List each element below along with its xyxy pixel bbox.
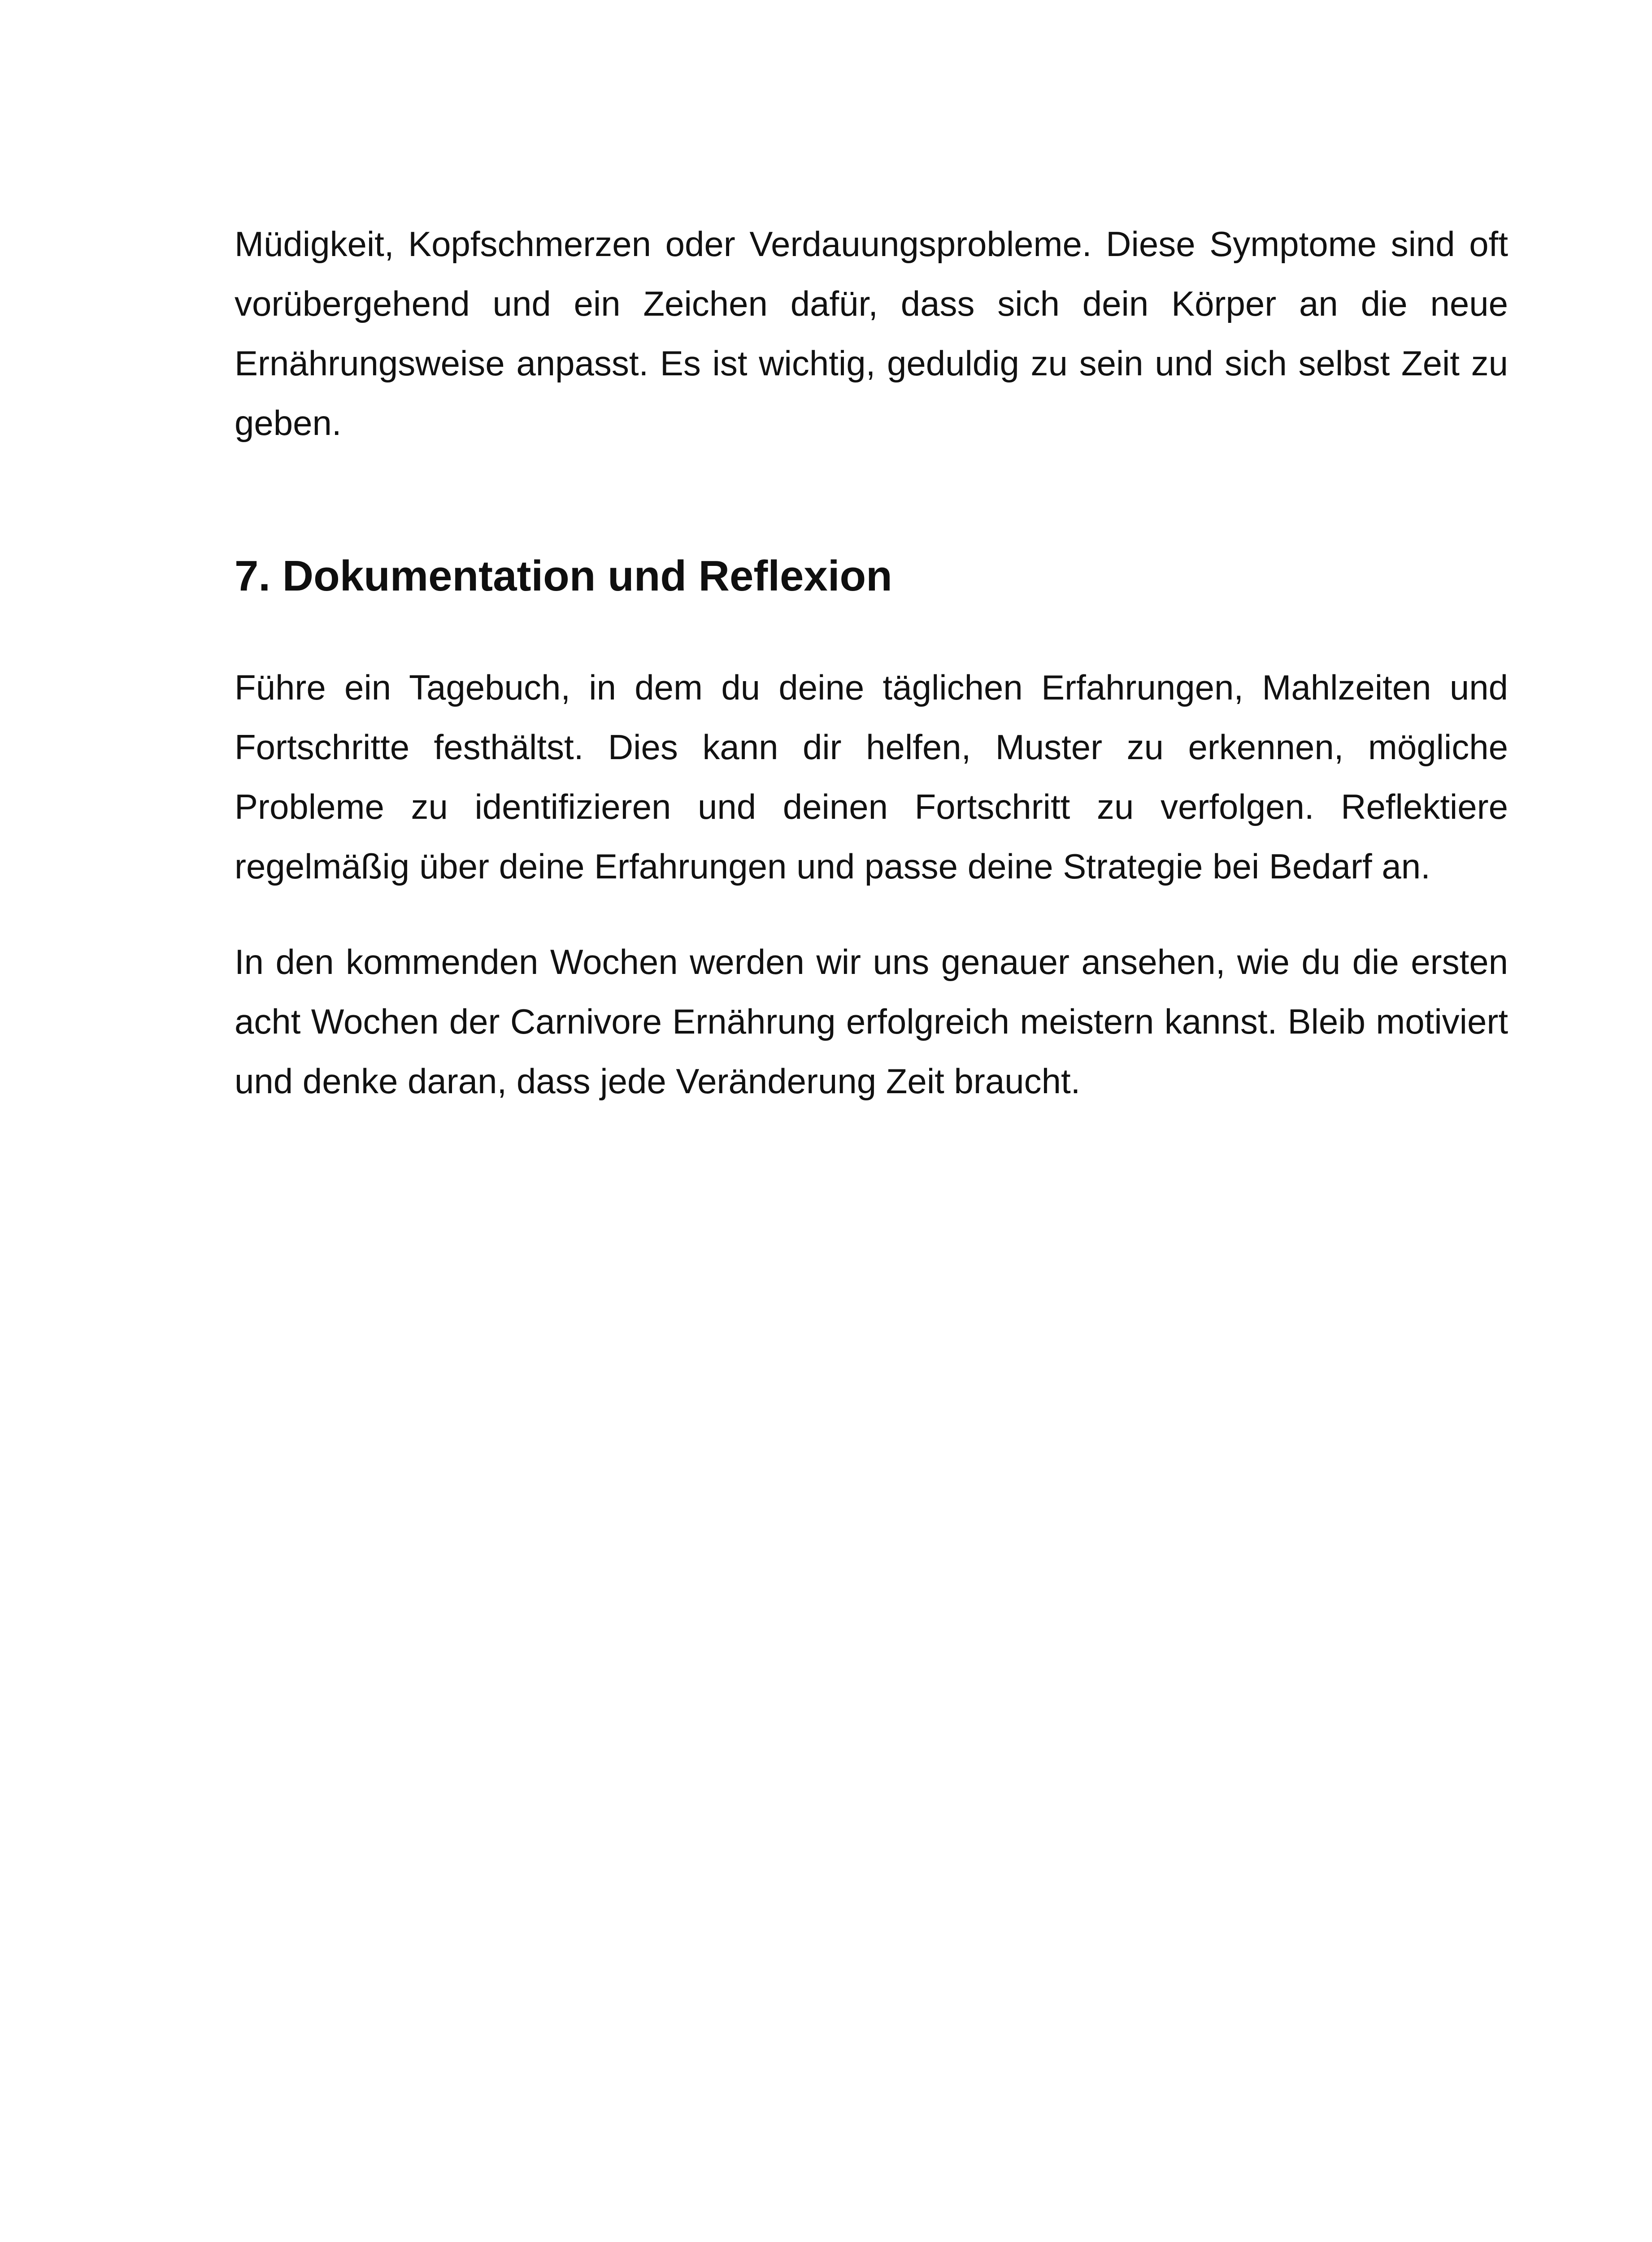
page-content <box>235 214 1508 1111</box>
body-paragraph-outlook: In den kommenden Wochen werden wir uns genauer ansehen, wie du die ersten acht Wochen der Carnivore Ernährung erfolgreich meistern kannst. Bleib motiviert und denke daran, dass jede Veränderung Zeit braucht. <box>235 942 1508 1101</box>
body-paragraph-diary: Führe ein Tagebuch, in dem du deine täglichen Erfahrungen, Mahlzeiten und Fortschritte festhältst. Dies kann dir helfen, Muster zu erkennen, mögliche Probleme zu identifizieren und deinen Fortschritt zu verfolgen. Reflektiere regelmäßig über deine Erfahrungen und passe deine Strategie bei Bedarf an. <box>235 668 1508 886</box>
section-heading: 7. Dokumentation und Reflexion <box>235 552 892 600</box>
body-paragraph-symptoms: Müdigkeit, Kopfschmerzen oder Verdauungsprobleme. Diese Symptome sind oft vorübergehend und ein Zeichen dafür, dass sich dein Körper an die neue Ernährungsweise anpasst. Es ist wichtig, geduldig zu sein und sich selbst Zeit zu geben. <box>235 224 1508 443</box>
